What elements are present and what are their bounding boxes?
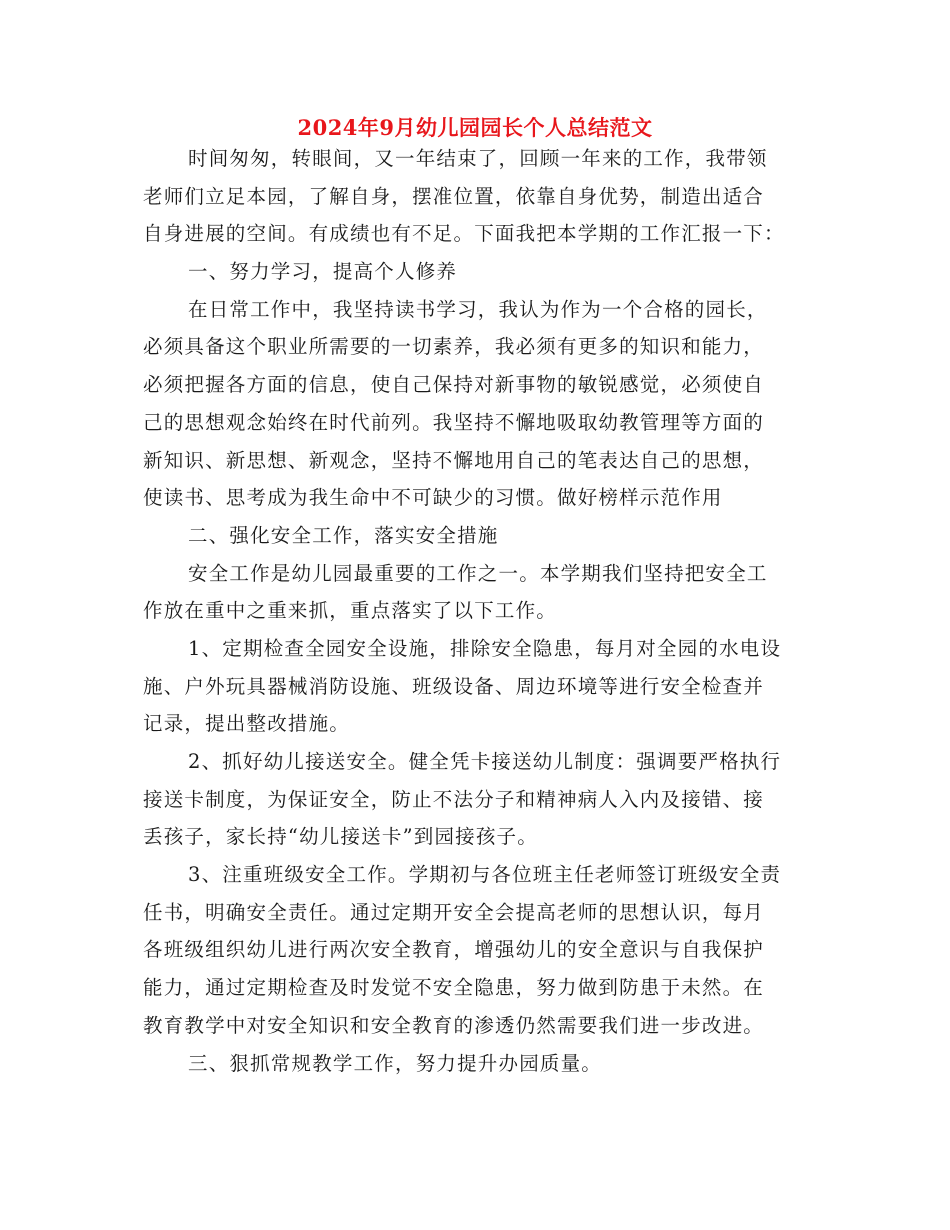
- text-line: 安全工作是幼儿园最重要的工作之一。本学期我们坚持把安全工: [188, 561, 768, 585]
- text-line: 新知识、新思想、新观念，坚持不懈地用自己的笔表达自己的思想，: [143, 448, 765, 472]
- text-line: 二、强化安全工作，落实安全措施: [188, 523, 499, 547]
- text-line: 使读书、思考成为我生命中不可缺少的习惯。做好榜样示范作用: [143, 486, 723, 510]
- text-line: 各班级组织幼儿进行两次安全教育，增强幼儿的安全意识与自我保护: [143, 938, 765, 962]
- text-line: 1、定期检查全园安全设施，排除安全隐患，每月对全园的水电设: [188, 636, 782, 660]
- text-line: 必须把握各方面的信息，使自己保持对新事物的敏锐感觉，必须使自: [143, 373, 765, 397]
- document-title: 2024年9月幼儿园园长个人总结范文: [297, 115, 653, 140]
- text-line: 在日常工作中，我坚持读书学习，我认为作为一个合格的园长，: [188, 297, 768, 321]
- text-line: 三、狠抓常规教学工作，努力提升办园质量。: [188, 1051, 603, 1075]
- text-line: 2、抓好幼儿接送安全。健全凭卡接送幼儿制度：强调要严格执行: [188, 750, 782, 773]
- text-line: 丢孩子，家长持“幼儿接送卡”到园接孩子。: [143, 825, 538, 849]
- text-line: 3、注重班级安全工作。学期初与各位班主任老师签订班级安全责: [188, 863, 782, 887]
- text-line: 作放在重中之重来抓，重点落实了以下工作。: [143, 599, 558, 623]
- text-line: 接送卡制度，为保证安全，防止不法分子和精神病人入内及接错、接: [143, 787, 765, 811]
- text-line: 时间匆匆，转眼间，又一年结束了，回顾一年来的工作，我带领: [188, 147, 768, 170]
- text-line: 记录，提出整改措施。: [143, 712, 351, 736]
- text-line: 老师们立足本园，了解自身，摆准位置，依靠自身优势，制造出适合: [143, 184, 765, 208]
- text-line: 教育教学中对安全知识和安全教育的渗透仍然需要我们进一步改进。: [143, 1013, 765, 1037]
- text-line: 施、户外玩具器械消防设施、班级设备、周边环境等进行安全检查并: [143, 674, 765, 698]
- text-line: 能力，通过定期检查及时发觉不安全隐患，努力做到防患于未然。在: [143, 976, 765, 1000]
- text-line: 必须具备这个职业所需要的一切素养，我必须有更多的知识和能力，: [143, 335, 765, 359]
- text-line: 一、努力学习，提高个人修养: [188, 260, 458, 284]
- text-line: 自身进展的空间。有成绩也有不足。下面我把本学期的工作汇报一下：: [143, 222, 785, 246]
- text-line: 任书，明确安全责任。通过定期开安全会提高老师的思想认识，每月: [143, 900, 765, 924]
- text-line: 己的思想观念始终在时代前列。我坚持不懈地吸取幼教管理等方面的: [143, 410, 765, 434]
- document-body: [143, 140, 813, 1082]
